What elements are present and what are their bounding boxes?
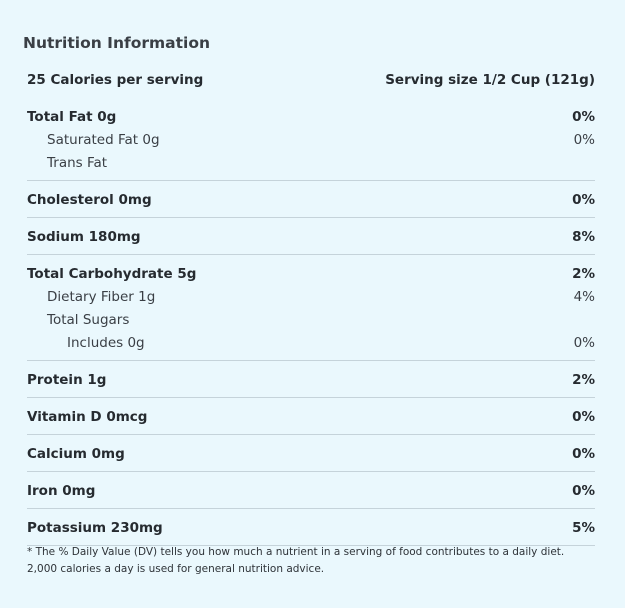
nutrient-group	[27, 435, 595, 472]
nutrient-row	[27, 442, 595, 465]
nutrient-label: Saturated Fat 0g	[47, 131, 160, 148]
nutrient-row	[27, 188, 595, 211]
nutrient-row	[27, 516, 595, 539]
nutrient-group	[27, 181, 595, 218]
daily-value-percent: 0%	[572, 482, 595, 499]
nutrient-label: Iron 0mg	[27, 482, 96, 499]
nutrient-label: Potassium 230mg	[27, 519, 163, 536]
daily-value-percent: 8%	[572, 228, 595, 245]
daily-value-percent: 2%	[572, 371, 595, 388]
nutrient-label: Vitamin D 0mcg	[27, 408, 148, 425]
nutrient-row	[27, 225, 595, 248]
nutrient-row	[27, 128, 595, 151]
serving-summary	[27, 72, 595, 88]
nutrient-row	[27, 405, 595, 428]
daily-value-percent: 0%	[573, 131, 595, 148]
nutrient-row	[27, 262, 595, 285]
nutrient-row	[27, 308, 595, 331]
nutrient-group	[27, 509, 595, 546]
nutrient-group	[27, 218, 595, 255]
nutrient-row	[27, 285, 595, 308]
nutrition-title: Nutrition Information	[23, 34, 211, 52]
daily-value-percent: 5%	[572, 519, 595, 536]
nutrient-label: Dietary Fiber 1g	[47, 288, 156, 305]
daily-value-percent: 0%	[572, 445, 595, 462]
nutrient-row	[27, 105, 595, 128]
nutrient-group	[27, 361, 595, 398]
nutrient-row	[27, 479, 595, 502]
daily-value-percent: 2%	[572, 265, 595, 282]
nutrient-label: Trans Fat	[47, 154, 108, 171]
nutrient-group	[27, 104, 595, 181]
daily-value-percent: 0%	[573, 334, 595, 351]
nutrient-label: Total Carbohydrate 5g	[27, 265, 197, 282]
nutrient-label: Calcium 0mg	[27, 445, 125, 462]
nutrient-label: Includes 0g	[67, 334, 145, 351]
nutrient-row	[27, 331, 595, 354]
nutrient-row	[27, 151, 595, 174]
daily-value-percent: 0%	[572, 408, 595, 425]
nutrient-label: Protein 1g	[27, 371, 107, 388]
serving-size: Serving size 1/2 Cup (121g)	[385, 72, 595, 88]
nutrient-group	[27, 398, 595, 435]
daily-value-percent: 0%	[572, 108, 595, 125]
daily-value-footnote: * The % Daily Value (DV) tells you how much a nutrient in a serving of food contributes to a daily diet. 2,000 calories a day is used for general nutrition advice.	[27, 546, 565, 575]
nutrient-label: Total Fat 0g	[27, 108, 117, 125]
daily-value-percent: 4%	[573, 288, 595, 305]
nutrient-group	[27, 255, 595, 361]
nutrient-row	[27, 368, 595, 391]
nutrient-label: Total Sugars	[47, 311, 130, 328]
calories-per-serving: 25 Calories per serving	[27, 72, 204, 88]
nutrient-group	[27, 472, 595, 509]
nutrient-label: Sodium 180mg	[27, 228, 141, 245]
nutrient-table	[27, 104, 595, 546]
daily-value-percent: 0%	[572, 191, 595, 208]
nutrient-label: Cholesterol 0mg	[27, 191, 152, 208]
